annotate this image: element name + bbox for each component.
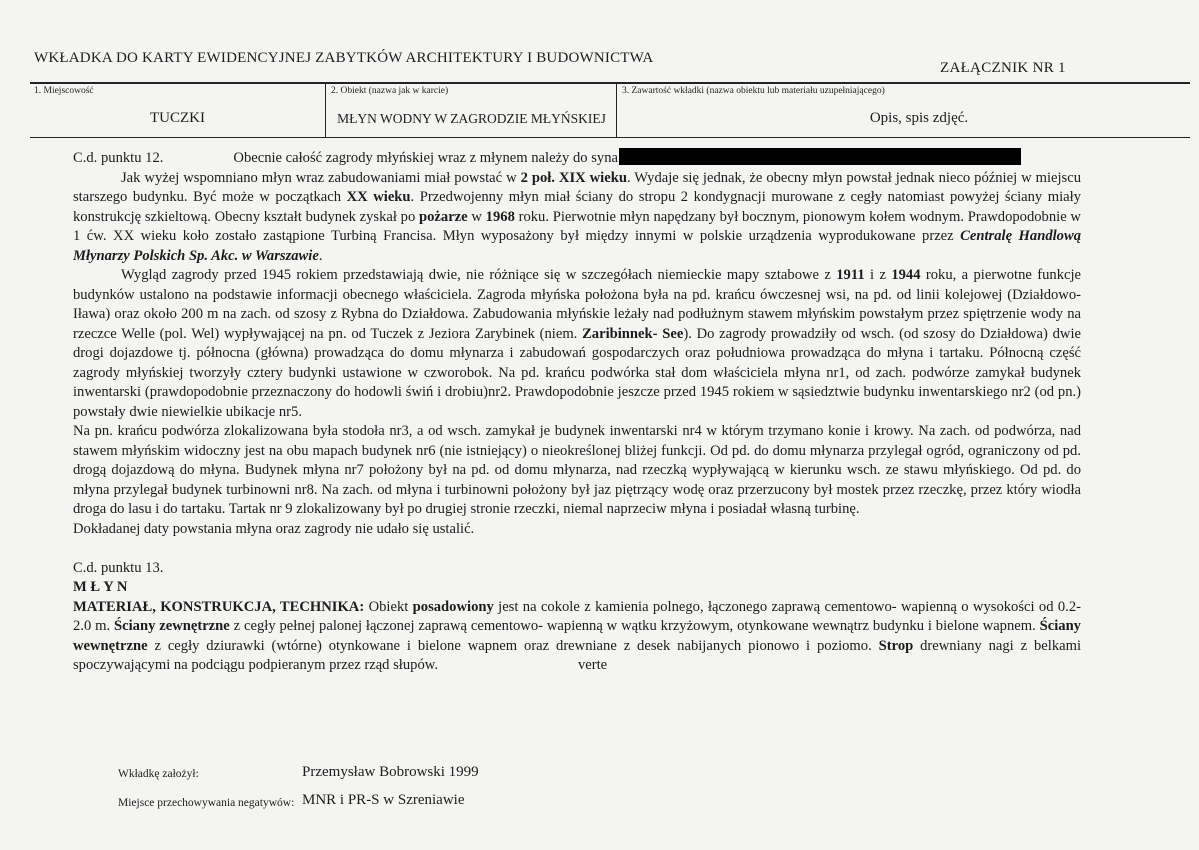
header-rule-bottom [30,137,1190,138]
section-ref-13: C.d. punktu 13. [73,559,164,576]
document-title: WKŁADKA DO KARTY EWIDENCYJNEJ ZABYTKÓW ARCHITEKTURY I BUDOWNICTWA [34,50,654,66]
redaction-bar [619,148,1021,165]
field-object-value: MŁYN WODNY W ZAGRODZIE MŁYŃSKIEJ [337,111,606,126]
paragraph-ownership [73,148,1081,169]
annex-number: ZAŁĄCZNIK NR 1 [940,60,1066,76]
field-locality-label: 1. Miejscowość [34,86,94,96]
field-locality [30,84,326,137]
storage-value: MNR i PR-S w Szreniawie [302,792,465,808]
verte-note: verte [577,657,608,673]
paragraph-date-unknown: Dokładanej daty powstania młyna oraz zagrody nie udało się ustalić. [73,520,475,537]
ownership-text: Obecnie całość zagrody młyńskiej wraz z młynem należy do syna [233,150,618,166]
mill-heading: M Ł Y N [73,579,128,595]
paragraph-maps: Wygląd zagrody przed 1945 rokiem przedstawiają dwie, nie różniące się w szczegółach niemieckie mapy sztabowe z 1911 i z 1944 roku, a pierwotne funkcje budynków ustalono na podstawie informacji obecnego właściciela. Zagroda młyńska położona była na pd. krańcu ówczesnej wsi, na pd. od linii kolejowej (Działdowo- Iława) oraz około 200 m na zach. od szosy z Rybna do Działdowa. Zabudowania młyńskie leżały nad podłużnym stawem młyńskim powstałym przez spiętrzenie wody na rzeczce Welle (pol. Wel) wypływającej na pn. od Tuczek z Jeziora Zarybinek (niem. Zaribinnek- See). Do zagrody prowadziły od wsch. (od szosy do Działdowa) dwie drogi dojazdowe tj. północna (główna) prowadząca do domu młynarza i zabudowań gospodarczych oraz południowa prowadząca do młyna i tartaku. Północną część zagrody młyńskiej tworzyły cztery budynki ustawione w czworobok. Na pd. krańcu podwórka stał dom właściciela młyna nr1, od zach. podwórze zamykał budynek inwentarski (prawdopodobnie przeznaczony do hodowli świń i drobiu)nr2. Prawdopodobnie jeszcze przed 1945 rokiem w sąsiedztwie budynku inwentarskiego nr2 (od pn.) powstały dwie niewielkie ubikacje nr5. [73,267,1081,420]
storage-label: Miejsce przechowywania negatywów: [118,797,295,809]
field-contents-label: 3. Zawartość wkładki (nazwa obiektu lub materiału uzupełniającego) [622,86,885,96]
field-object [327,84,617,137]
field-object-label: 2. Obiekt (nazwa jak w karcie) [331,86,449,96]
author-label: Wkładkę założył: [118,768,199,780]
field-contents [618,84,1190,137]
section-ref-12: C.d. punktu 12. [73,150,164,166]
author-value: Przemysław Bobrowski 1999 [302,764,479,780]
paragraph-history: Jak wyżej wspomniano młyn wraz zabudowaniami miał powstać w 2 poł. XIX wieku. Wydaje się jednak, że obecny młyn powstał jednak nieco później w miejscu starszego budynku. Być może w początkach XX wieku. Przedwojenny młyn miał ściany do stropu 2 kondygnacji murowane z cegły natomiast powyżej ściany miały konstrukcję szkieltową. Obecny kształt budynek zyskał po pożarze w 1968 roku. Pierwotnie młyn napędzany był bocznym, pionowym kołem wodnym. Prawdopodobnie w 1 ćw. XX wieku koło zostało zastąpione Turbiną Francisa. Młyn wyposażony był między innymi w polskie urządzenia wyprodukowane przez Centralę Handlową Młynarzy Polskich Sp. Akc. w Warszawie. [73,169,1082,264]
paragraph-material: MATERIAŁ, KONSTRUKCJA, TECHNIKA: Obiekt posadowiony jest na cokole z kamienia polnego, łączonego zaprawą cementowo- wapienną o wysokości od 0.2- 2.0 m. Ściany zewnętrzne z cegły pełnej palonej łączonej zaprawą cementowo- wapienną w wątku krzyżowym, otynkowane wewnątrz budynku i bielone wapnem. Ściany wewnętrzne z cegły dziurawki (wtórne) otynkowane i bielone wapnem oraz drewniane z desek nabijanych pionowo i poziomo. Strop drewniany nagi z belkami spoczywającymi na podciągu podpieranym przez rząd słupów. verte [73,598,1082,673]
paragraph-layout: Na pn. krańcu podwórza zlokalizowana była stodoła nr3, a od wsch. zamykał je budynek inwentarski nr4 w którym trzymano konie i krowy. Na zach. od podwórza, nad stawem młyńskim widoczny jest na obu mapach budynek nr6 (nie istniejący) o nieokreślonej bliżej funkcji. Od pd. do domu młynarza przylegał ogród, ograniczony od pd. drogą dojazdową do młyna. Budynek młyna nr7 położony był na pd. od domu młynarza, nad rzeczką wypływającą w kierunku wsch. ze stawu młyńskiego. Od pd. do młyna przylegał budynek turbinowni nr8. Na zach. od młyna i turbinowni położony był jaz piętrzący wodę oraz przerzucony był mostek przez rzeczkę, przez który wiodła droga do lasu i do tartaku. Tartak nr 9 zlokalizowany był po drugiej stronie rzeczki, niemal naprzeciw młyna i posiadał własną turbinę. [73,423,1081,517]
document-body [73,148,1081,676]
field-contents-value: Opis, spis zdjęć. [869,110,969,126]
field-locality-value: TUCZKI [150,110,205,126]
